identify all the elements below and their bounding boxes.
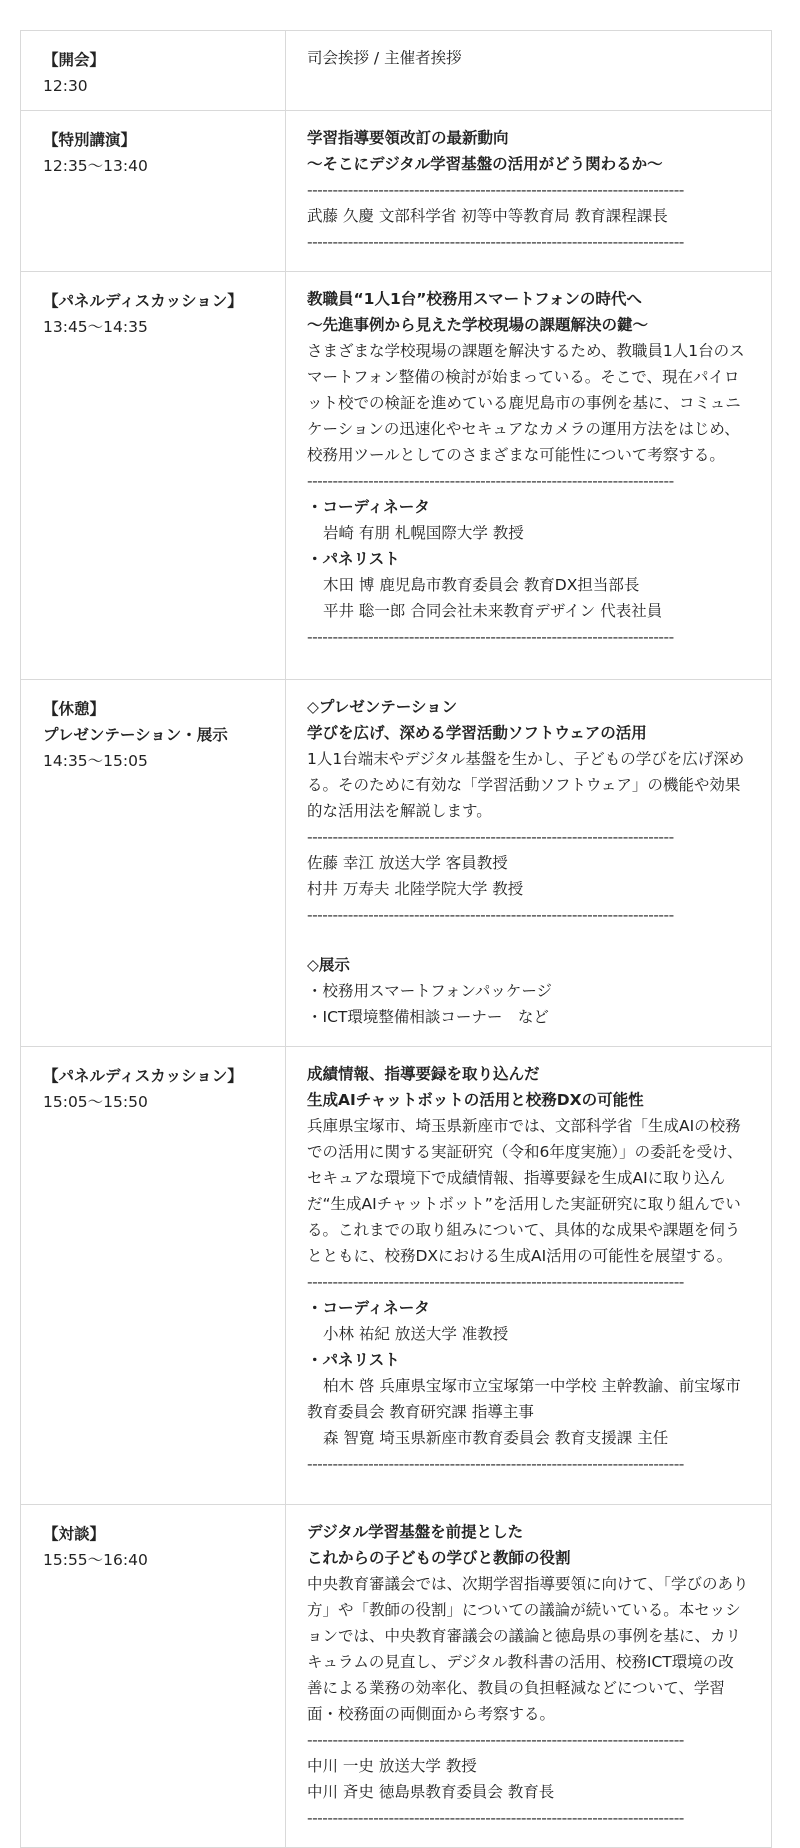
program-schedule-table	[20, 30, 772, 1848]
session-label: 【パネルディスカッション】	[43, 292, 243, 310]
schedule-row-dialogue	[21, 1505, 772, 1848]
schedule-time-cell	[21, 272, 286, 680]
presentation-label: ◇プレゼンテーション	[307, 698, 458, 716]
session-time: 15:05〜15:50	[43, 1093, 148, 1111]
schedule-content-cell	[286, 1047, 772, 1505]
schedule-content-cell	[286, 1505, 772, 1848]
panelist-label: ・パネリスト	[307, 1351, 400, 1369]
panelist: 柏木 啓 兵庫県宝塚市立宝塚第一中学校 主幹教諭、前宝塚市教育委員会 教育研究課 指導主事	[307, 1377, 741, 1421]
schedule-content-cell	[286, 111, 772, 272]
session-description: 兵庫県宝塚市、埼玉県新座市では、文部科学省「生成AIの校務での活用に関する実証研究（令和6年度実施）」の委託を受け、セキュアな環境下で成績情報、指導要録を生成AIに取り込んだ“生成AIチャットボット”を活用した実証研究に取り組んでいる。これまでの取り組みについて、具体的な成果や課題を伺うとともに、校務DXにおける生成AI活用の可能性を展望する。	[307, 1117, 743, 1265]
schedule-time-cell	[21, 680, 286, 1047]
session-description: 中央教育審議会では、次期学習指導要領に向けて、「学びのあり方」や「教師の役割」についての議論が続いている。本セッションでは、中央教育審議会の議論と徳島県の事例を基に、カリキュラムの見直し、デジタル教科書の活用、校務ICT環境の改善による業務の効率化、教員の負担軽減などについて、学習面・校務面の両側面から考察する。	[307, 1575, 749, 1723]
coordinator-label: ・コーディネータ	[307, 1299, 430, 1317]
session-subtitle: 〜先進事例から見えた学校現場の課題解決の鍵〜	[307, 316, 649, 334]
session-label: 【開会】	[43, 51, 106, 69]
panelist-label: ・パネリスト	[307, 550, 400, 568]
coordinator: 岩崎 有朋 札幌国際大学 教授	[323, 524, 524, 542]
dashed-separator: --------------------------------------------------------------------------	[307, 1273, 684, 1291]
schedule-row-special-lecture	[21, 111, 772, 272]
speaker: 佐藤 幸江 放送大学 客員教授	[307, 854, 508, 872]
dashed-separator: ------------------------------------------------------------------------	[307, 628, 674, 646]
schedule-time-cell	[21, 1505, 286, 1848]
session-time: 12:35〜13:40	[43, 157, 148, 175]
session-description: 1人1台端末やデジタル基盤を生かし、子どもの学びを広げ深める。そのために有効な「学習活動ソフトウェア」の機能や効果的な活用法を解説します。	[307, 750, 745, 820]
session-subtitle: 生成AIチャットボットの活用と校務DXの可能性	[307, 1091, 644, 1109]
session-label: 【パネルディスカッション】	[43, 1067, 243, 1085]
schedule-content-cell	[286, 680, 772, 1047]
speaker: 中川 斉史 徳島県教育委員会 教育長	[307, 1783, 555, 1801]
schedule-row-panel-smartphone	[21, 272, 772, 680]
dashed-separator: --------------------------------------------------------------------------	[307, 1731, 684, 1749]
session-time: 12:30	[43, 77, 88, 95]
schedule-row-panel-genai	[21, 1047, 772, 1505]
speaker: 武藤 久慶 文部科学省 初等中等教育局 教育課程課長	[307, 207, 668, 225]
session-label: 【対談】	[43, 1525, 106, 1543]
exhibit-label: ◇展示	[307, 956, 350, 974]
schedule-time-cell	[21, 31, 286, 111]
schedule-content-cell	[286, 272, 772, 680]
session-subtitle: 〜そこにデジタル学習基盤の活用がどう関わるか〜	[307, 155, 663, 173]
dashed-separator: ------------------------------------------------------------------------	[307, 472, 674, 490]
exhibit-item: ・ICT環境整備相談コーナー など	[307, 1008, 549, 1026]
session-body: 司会挨拶 / 主催者挨拶	[307, 49, 462, 67]
session-title: 学習指導要領改訂の最新動向	[307, 129, 509, 147]
session-label-secondary: プレゼンテーション・展示	[43, 726, 228, 744]
dashed-separator: --------------------------------------------------------------------------	[307, 1455, 684, 1473]
session-label: 【特別講演】	[43, 131, 137, 149]
panelist: 森 智寛 埼玉県新座市教育委員会 教育支援課 主任	[323, 1429, 669, 1447]
coordinator-label: ・コーディネータ	[307, 498, 430, 516]
session-description: さまざまな学校現場の課題を解決するため、教職員1人1台のスマートフォン整備の検討が始まっている。そこで、現在パイロット校での検証を進めている鹿児島市の事例を基に、コミュニケーションの迅速化やセキュアなカメラの運用方法をはじめ、校務用ツールとしてのさまざまな可能性について考察する。	[307, 342, 745, 464]
panelist: 平井 聡一郎 合同会社未来教育デザイン 代表社員	[323, 602, 663, 620]
session-title: 学びを広げ、深める学習活動ソフトウェアの活用	[307, 724, 647, 742]
dashed-separator: --------------------------------------------------------------------------	[307, 181, 684, 199]
dashed-separator: ------------------------------------------------------------------------	[307, 906, 674, 924]
coordinator: 小林 祐紀 放送大学 准教授	[323, 1325, 509, 1343]
session-title: 教職員“1人1台”校務用スマートフォンの時代へ	[307, 290, 642, 308]
schedule-row-opening	[21, 31, 772, 111]
session-subtitle: これからの子どもの学びと教師の役割	[307, 1549, 571, 1567]
session-time: 15:55〜16:40	[43, 1551, 148, 1569]
session-title: デジタル学習基盤を前提とした	[307, 1523, 524, 1541]
schedule-time-cell	[21, 111, 286, 272]
session-label: 【休憩】	[43, 700, 106, 718]
panelist: 木田 博 鹿児島市教育委員会 教育DX担当部長	[323, 576, 640, 594]
exhibit-item: ・校務用スマートフォンパッケージ	[307, 982, 553, 1000]
dashed-separator: ------------------------------------------------------------------------	[307, 828, 674, 846]
session-title: 成績情報、指導要録を取り込んだ	[307, 1065, 540, 1083]
schedule-time-cell	[21, 1047, 286, 1505]
session-time: 13:45〜14:35	[43, 318, 148, 336]
schedule-content-cell	[286, 31, 772, 111]
schedule-row-break-presentation	[21, 680, 772, 1047]
dashed-separator: --------------------------------------------------------------------------	[307, 1809, 684, 1827]
session-time: 14:35〜15:05	[43, 752, 148, 770]
speaker: 村井 万寿夫 北陸学院大学 教授	[307, 880, 524, 898]
dashed-separator: --------------------------------------------------------------------------	[307, 233, 684, 251]
speaker: 中川 一史 放送大学 教授	[307, 1757, 477, 1775]
